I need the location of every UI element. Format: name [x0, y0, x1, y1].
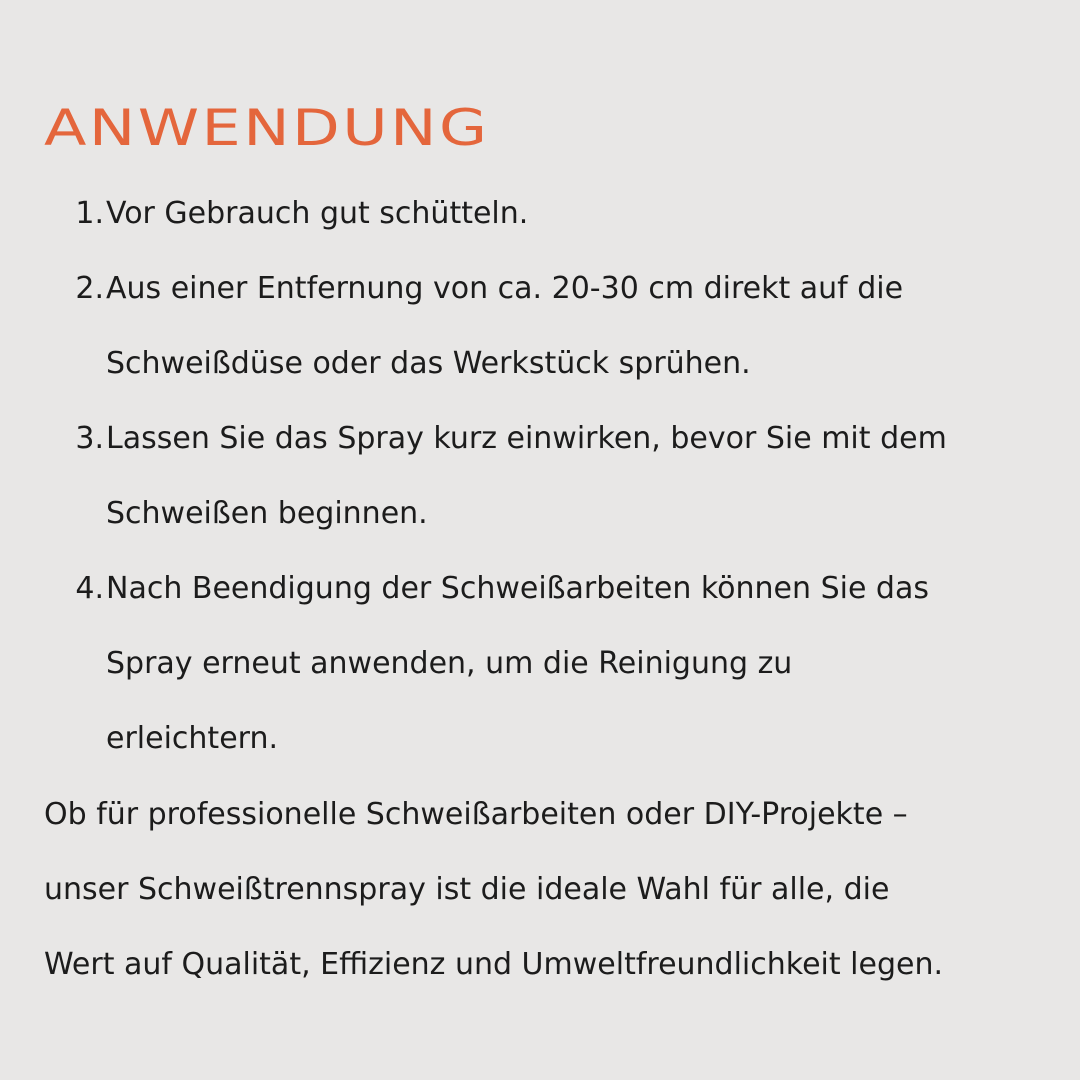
paragraph-line: Ob für professionelle Schweißarbeiten oder DIY-Projekte – — [44, 797, 908, 832]
instruction-step — [0, 251, 1080, 401]
instruction-step — [0, 176, 1080, 251]
step-text: Aus einer Entfernung von ca. 20-30 cm direkt auf die — [106, 271, 904, 306]
instruction-step — [0, 551, 1080, 776]
step-text: Vor Gebrauch gut schütteln. — [106, 196, 529, 231]
page-title: ANWENDUNG — [44, 99, 490, 157]
step-text: Spray erneut anwenden, um die Reinigung zu — [106, 646, 793, 681]
instruction-list — [0, 176, 1080, 776]
step-text: Schweißen beginnen. — [106, 496, 428, 531]
step-text: Nach Beendigung der Schweißarbeiten können Sie das — [106, 571, 929, 606]
step-text: Schweißdüse oder das Werkstück sprühen. — [106, 346, 751, 381]
step-text: erleichtern. — [106, 721, 279, 756]
step-number: 3. — [75, 421, 104, 456]
closing-paragraph — [44, 777, 943, 1002]
paragraph-line: unser Schweißtrennspray ist die ideale Wahl für alle, die — [44, 872, 890, 907]
step-number: 2. — [75, 271, 104, 306]
paragraph-line: Wert auf Qualität, Effizienz und Umweltfreundlichkeit legen. — [44, 947, 944, 982]
step-text: Lassen Sie das Spray kurz einwirken, bevor Sie mit dem — [106, 421, 947, 456]
step-number: 1. — [75, 196, 104, 231]
step-number: 4. — [75, 571, 104, 606]
instruction-step — [0, 401, 1080, 551]
